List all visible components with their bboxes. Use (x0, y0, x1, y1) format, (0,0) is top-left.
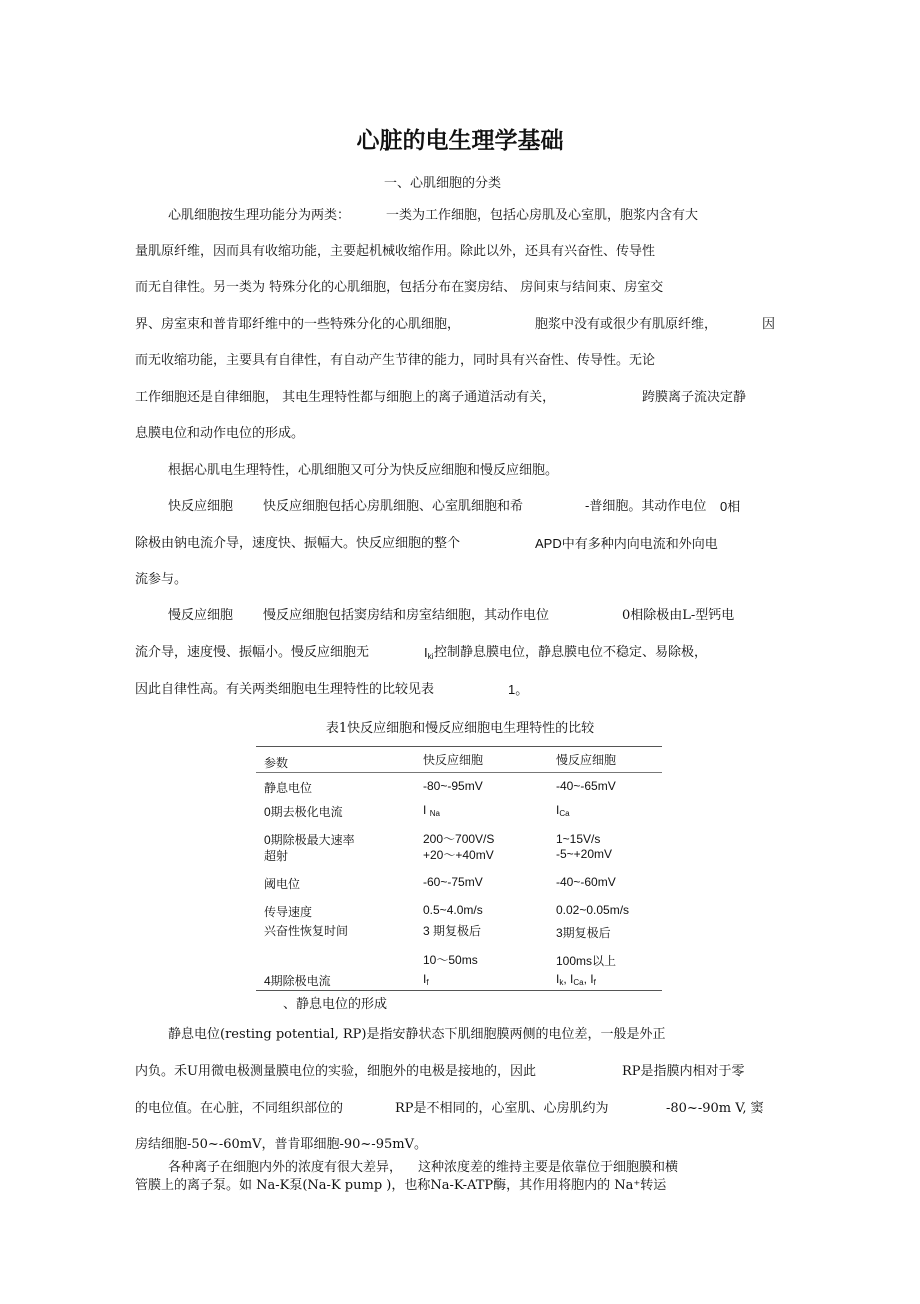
para5-line4: 房结细胞-50~-60mV，普肯耶细胞-90~-95mV。 (135, 1137, 427, 1152)
table-bottom-rule (256, 990, 662, 991)
table-top-rule (256, 746, 662, 747)
para4-line1a: 慢反应细胞 (168, 608, 234, 623)
para5-line3b: RP是不相同的，心室肌、心房肌约为 (395, 1101, 609, 1116)
table-cell: +20～+40mV (423, 848, 494, 862)
para6-line1b: 这种浓度差的维持主要是依靠位于细胞膜和横 (418, 1160, 679, 1175)
table-cell: 4期除极电流 (264, 974, 331, 988)
table-cell: -40~-60mV (556, 875, 616, 889)
para1-line4b: 胞浆中没有或很少有肌原纤维， (535, 317, 718, 332)
para1-line5: 而无收缩功能，主要具有自律性，有自动产生节律的能力，同时具有兴奋性、传导性。无论 (135, 353, 656, 368)
table-header-param: 参数 (264, 756, 289, 770)
table-cell: 兴奋性恢复时间 (264, 924, 349, 938)
table-cell: 静息电位 (264, 781, 313, 795)
para5-line3c: -80~-90m V, 窦 (666, 1101, 764, 1116)
para3-line2b: APD中有多种内向电流和外向电 (535, 536, 718, 551)
para3-line2a: 除极由钠电流介导，速度快、振幅大。快反应细胞的整个 (135, 536, 461, 551)
table-caption: 表1快反应细胞和慢反应细胞电生理特性的比较 (325, 721, 595, 736)
table-cell: -80~-95mV (423, 779, 483, 793)
para3-line1c: -普细胞。其动作电位 (585, 499, 707, 514)
table-cell: 200～700V/S (423, 832, 495, 846)
para3-line1d: 0相 (720, 499, 741, 514)
para1-line6a: 工作细胞还是自律细胞， 其电生理特性都与细胞上的离子通道活动有关， (135, 390, 556, 405)
para2: 根据心肌电生理特性，心肌细胞又可分为快反应细胞和慢反应细胞。 (168, 463, 559, 478)
para1-line1a: 心肌细胞按生理功能分为两类： (168, 208, 351, 223)
para4-line2c: 控制静息膜电位，静息膜电位不稳定、易除极， (434, 645, 708, 660)
para4-line1b: 慢反应细胞包括窦房结和房室结细胞，其动作电位 (263, 608, 550, 623)
para1-line3: 而无自律性。另一类为 特殊分化的心肌细胞，包括分布在窦房结、 房间束与结间束、房室交 (135, 280, 664, 295)
table-cell: $I_f$ (423, 972, 429, 987)
table-cell: 0.5~4.0m/s (423, 903, 483, 917)
para6-line1a: 各种离子在细胞内外的浓度有很大差异， (168, 1160, 403, 1175)
para4-line2a: 流介导，速度慢、振幅小。慢反应细胞无 (135, 645, 370, 660)
table-cell: -60~-75mV (423, 875, 483, 889)
para1-line2: 量肌原纤维，因而具有收缩功能，主要起机械收缩作用。除此以外，还具有兴奋性、传导性 (135, 244, 656, 259)
para3-line1b: 快反应细胞包括心房肌细胞、心室肌细胞和希 (263, 499, 524, 514)
section-heading-1: 一、心肌细胞的分类 (384, 176, 502, 191)
para1-line1b: 一类为工作细胞，包括心房肌及心室肌，胞浆内含有大 (386, 208, 699, 223)
table-cell: $I_k$, $I_{Ca}$, $I_f$ (556, 972, 596, 987)
para6-line2: 管膜上的离子泵。如 Na-K泵(Na-K pump )，也称Na-K-ATP酶，其作用将胞内的 Na⁺转运 (135, 1178, 667, 1193)
table-cell: I $_{Na}$ (423, 803, 440, 818)
table-cell: 超射 (264, 849, 289, 863)
table-cell: -40~-65mV (556, 779, 616, 793)
para5-line2b: RP是指膜内相对于零 (622, 1064, 745, 1079)
table-cell: 0.02~0.05m/s (556, 903, 630, 917)
table-cell: 100ms以上 (556, 954, 617, 968)
para3-line3: 流参与。 (135, 572, 188, 587)
table-cell: 0期除极最大速率 (264, 833, 355, 847)
table-header-rule (256, 772, 662, 773)
para1-line4c: 因 (762, 317, 776, 332)
section-heading-2: 、静息电位的形成 (283, 997, 388, 1012)
table-cell: 阈电位 (264, 877, 301, 891)
table-cell: -5~+20mV (556, 847, 613, 861)
table-header-slow: 慢反应细胞 (556, 753, 617, 767)
table-cell: $I_{Ca}$ (556, 803, 570, 818)
table-cell: 10～50ms (423, 953, 478, 967)
table-cell: 3期复极后 (556, 926, 611, 940)
page-title: 心脏的电生理学基础 (356, 128, 564, 154)
table-cell: 1~15V/s (556, 832, 601, 846)
table-cell: 传导速度 (264, 905, 313, 919)
para4-line2b: $I_{ki}$ (424, 645, 434, 661)
para1-line4a: 界、房室束和普肯耶纤维中的一些特殊分化的心肌细胞， (135, 317, 461, 332)
table-cell: 0期去极化电流 (264, 805, 343, 819)
para5-line3a: 的电位值。在心脏，不同组织部位的 (135, 1101, 344, 1116)
para3-line1a: 快反应细胞 (168, 499, 234, 514)
para4-line3a: 因此自律性高。有关两类细胞电生理特性的比较见表 (135, 682, 435, 697)
para4-line1c: 0相除极由L-型钙电 (622, 608, 735, 623)
para1-line7: 息膜电位和动作电位的形成。 (135, 426, 305, 441)
para5-line2a: 内负。禾U用微电极测量膜电位的实验，细胞外的电极是接地的，因此 (135, 1064, 536, 1079)
para1-line6b: 跨膜离子流决定静 (642, 390, 747, 405)
table-cell: 3 期复极后 (423, 924, 482, 938)
para5-line1: 静息电位(resting potential, RP)是指安静状态下肌细胞膜两侧的电位差，一般是外正 (168, 1027, 666, 1042)
table-header-fast: 快反应细胞 (423, 753, 484, 767)
para4-line3b: 1。 (508, 682, 529, 697)
